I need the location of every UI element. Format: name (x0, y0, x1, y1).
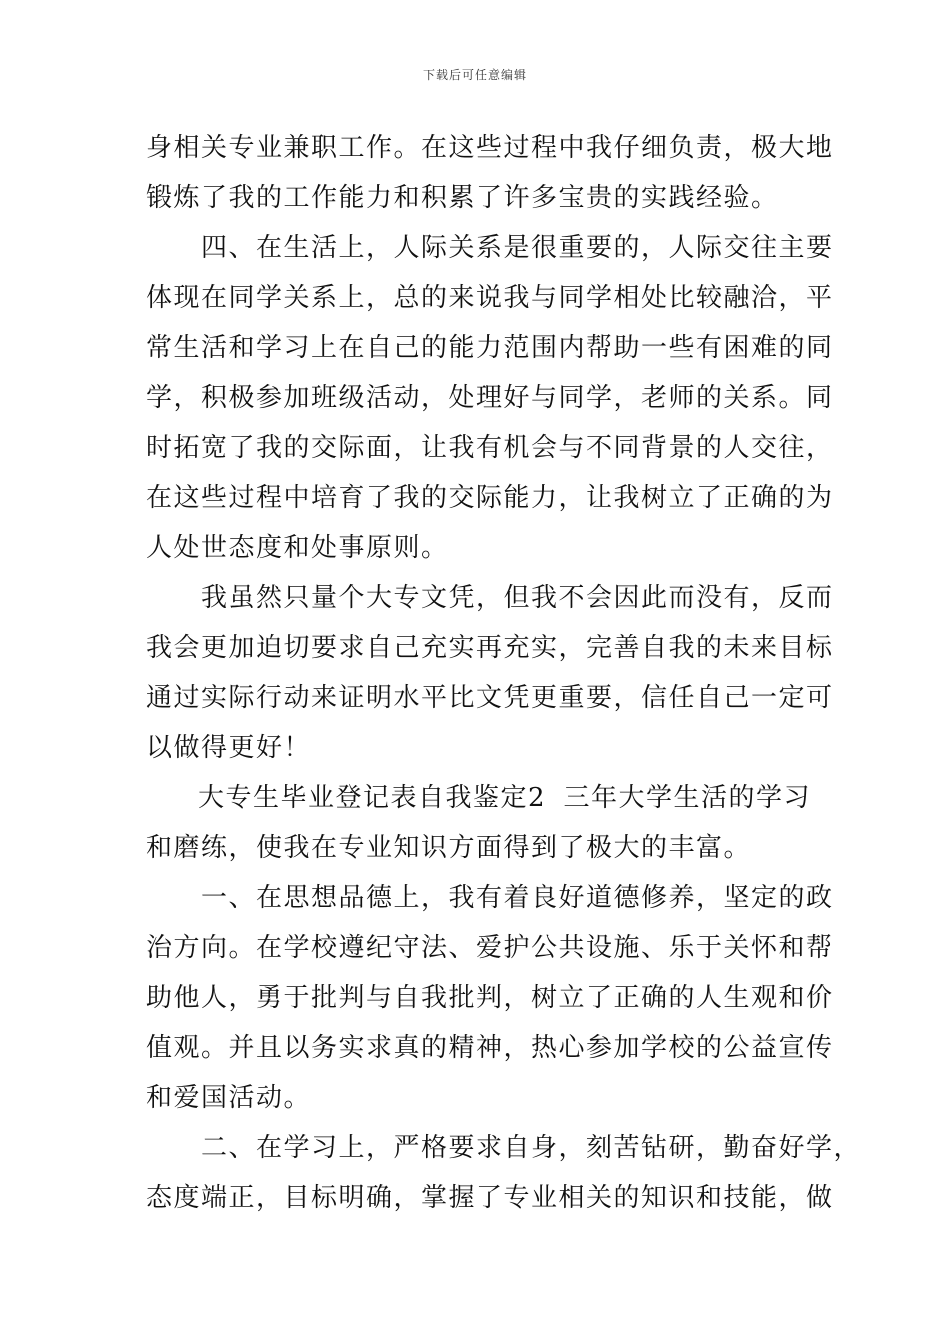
text-line: 四、在生活上，人际关系是很重要的，人际交往主要 (146, 233, 834, 263)
text-line: 学，积极参加班级活动，处理好与同学，老师的关系。同 (146, 383, 834, 413)
text-line: 值观。并且以务实求真的精神，热心参加学校的公益宣传 (146, 1033, 834, 1063)
text-line: 人处世态度和处事原则。 (146, 533, 449, 563)
text-line: 以做得更好！ (146, 733, 312, 763)
text-line: 时拓宽了我的交际面，让我有机会与不同背景的人交往， (146, 433, 834, 463)
text-line: 和磨练，使我在专业知识方面得到了极大的丰富。 (146, 833, 752, 863)
text-line: 体现在同学关系上，总的来说我与同学相处比较融洽，平 (146, 283, 834, 313)
text-line: 和爱国活动。 (146, 1083, 312, 1113)
page-header-note: 下载后可任意编辑 (422, 68, 527, 82)
text-line: 我会更加迫切要求自己充实再充实，完善自我的未来目标 (146, 633, 834, 663)
text-line: 治方向。在学校遵纪守法、爱护公共设施、乐于关怀和帮 (146, 933, 834, 963)
section-heading-line (146, 773, 811, 823)
section-heading: 大专生毕业登记表自我鉴定2 (198, 783, 547, 813)
text-line: 在这些过程中培育了我的交际能力，让我树立了正确的为 (146, 483, 834, 513)
text-line: 二、在学习上，严格要求自身，刻苦钻研，勤奋好学， (146, 1133, 862, 1163)
section-intro: 三年大学生活的学习 (563, 783, 811, 813)
text-line: 一、在思想品德上，我有着良好道德修养，坚定的政 (146, 883, 834, 913)
text-line: 身相关专业兼职工作。在这些过程中我仔细负责，极大地 (146, 133, 834, 163)
text-line: 助他人，勇于批判与自我批判，树立了正确的人生观和价 (146, 983, 834, 1013)
text-line: 通过实际行动来证明水平比文凭更重要，信任自己一定可 (146, 683, 834, 713)
text-line: 锻炼了我的工作能力和积累了许多宝贵的实践经验。 (146, 183, 779, 213)
text-line: 态度端正，目标明确，掌握了专业相关的知识和技能，做 (146, 1183, 834, 1213)
document-body (146, 123, 862, 1223)
text-line: 常生活和学习上在自己的能力范围内帮助一些有困难的同 (146, 333, 834, 363)
text-line: 我虽然只量个大专文凭，但我不会因此而没有，反而 (146, 583, 834, 613)
